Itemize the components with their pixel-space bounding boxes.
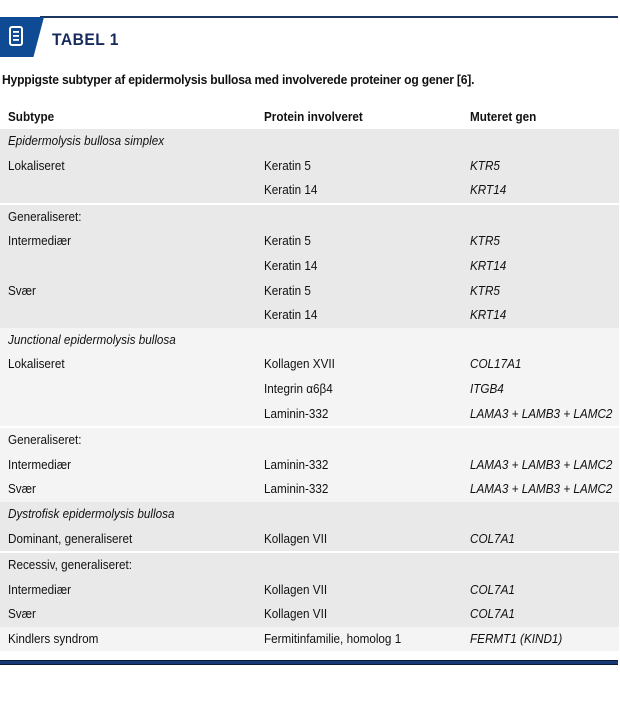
cell-subtype: Generaliseret: xyxy=(8,432,82,448)
cell-subtype: Lokaliseret xyxy=(8,356,65,372)
cell-subtype: Dominant, generaliseret xyxy=(8,530,133,546)
table-row xyxy=(0,279,619,304)
table-section xyxy=(0,502,619,627)
cell-protein: Kollagen VII xyxy=(264,606,328,622)
table-row xyxy=(0,377,619,402)
column-header-gene: Muteret gen xyxy=(470,109,537,124)
table-section xyxy=(0,328,619,502)
cell-subtype: Recessiv, generaliseret: xyxy=(8,557,132,573)
table-row xyxy=(0,627,619,652)
table-row xyxy=(0,178,619,203)
column-header-subtype: Subtype xyxy=(8,109,55,124)
cell-subtype: Kindlers syndrom xyxy=(8,630,99,646)
table-caption: Hyppigste subtyper af epidermolysis bullosa med involverede proteiner og gener [6]. xyxy=(2,72,475,87)
cell-gene: LAMA3 + LAMB3 + LAMC2 xyxy=(470,405,613,421)
cell-protein: Fermitinfamilie, homolog 1 xyxy=(264,630,402,646)
table-row xyxy=(0,154,619,179)
table-row xyxy=(0,352,619,377)
table-row xyxy=(0,428,619,453)
table-row xyxy=(0,578,619,603)
cell-gene: KTR5 xyxy=(470,157,500,173)
table-body xyxy=(0,129,619,651)
table-header-row xyxy=(0,105,619,129)
table-row xyxy=(0,527,619,552)
top-rule xyxy=(40,16,618,18)
bottom-rule xyxy=(0,660,618,665)
table-row xyxy=(0,453,619,478)
cell-protein: Keratin 5 xyxy=(264,157,311,173)
table-row xyxy=(0,602,619,627)
cell-subtype: Lokaliseret xyxy=(8,157,65,173)
cell-protein: Kollagen XVII xyxy=(264,356,335,372)
cell-gene: LAMA3 + LAMB3 + LAMC2 xyxy=(470,481,613,497)
cell-gene: COL7A1 xyxy=(470,606,515,622)
cell-subtype: Intermediær xyxy=(8,233,72,249)
cell-protein: Integrin α6β4 xyxy=(264,380,333,396)
cell-protein: Laminin-332 xyxy=(264,405,329,421)
cell-gene: COL7A1 xyxy=(470,581,515,597)
table-section xyxy=(0,627,619,652)
table-section xyxy=(0,129,619,328)
cell-gene: FERMT1 (KIND1) xyxy=(470,630,563,646)
cell-subtype: Generaliseret: xyxy=(8,208,82,224)
table-row xyxy=(0,303,619,328)
cell-gene: COL7A1 xyxy=(470,530,515,546)
cell-gene: LAMA3 + LAMB3 + LAMC2 xyxy=(470,456,613,472)
cell-gene: ITGB4 xyxy=(470,380,504,396)
cell-protein: Kollagen VII xyxy=(264,530,328,546)
section-heading-row xyxy=(0,328,619,353)
table-row xyxy=(0,402,619,427)
cell-protein: Laminin-332 xyxy=(264,456,329,472)
cell-subtype: Svær xyxy=(8,606,36,622)
cell-subtype: Intermediær xyxy=(8,456,72,472)
table-title: TABEL 1 xyxy=(52,30,119,49)
cell-subtype: Epidermolysis bullosa simplex xyxy=(8,133,165,148)
cell-gene: KRT14 xyxy=(470,257,507,273)
cell-protein: Laminin-332 xyxy=(264,481,329,497)
table-row xyxy=(0,553,619,578)
cell-gene: KRT14 xyxy=(470,307,507,323)
table-row xyxy=(0,254,619,279)
cell-protein: Keratin 14 xyxy=(264,257,318,273)
cell-subtype: Svær xyxy=(8,481,36,497)
section-heading-row xyxy=(0,502,619,527)
cell-subtype: Junctional epidermolysis bullosa xyxy=(8,331,176,347)
document-icon xyxy=(9,26,23,46)
table-row xyxy=(0,477,619,502)
cell-protein: Keratin 14 xyxy=(264,307,318,323)
cell-gene: KTR5 xyxy=(470,233,500,249)
cell-gene: KTR5 xyxy=(470,282,500,298)
subtype-table xyxy=(0,105,619,651)
cell-gene: KRT14 xyxy=(470,182,507,198)
cell-protein: Kollagen VII xyxy=(264,581,328,597)
cell-protein: Keratin 5 xyxy=(264,233,311,249)
table-row xyxy=(0,205,619,230)
cell-protein: Keratin 5 xyxy=(264,282,311,298)
cell-protein: Keratin 14 xyxy=(264,182,318,198)
cell-subtype: Intermediær xyxy=(8,581,72,597)
cell-subtype: Svær xyxy=(8,282,36,298)
column-header-protein: Protein involveret xyxy=(264,109,363,124)
cell-subtype: Dystrofisk epidermolysis bullosa xyxy=(8,505,175,521)
section-heading-row xyxy=(0,129,619,154)
table-row xyxy=(0,229,619,254)
cell-gene: COL17A1 xyxy=(470,356,522,372)
